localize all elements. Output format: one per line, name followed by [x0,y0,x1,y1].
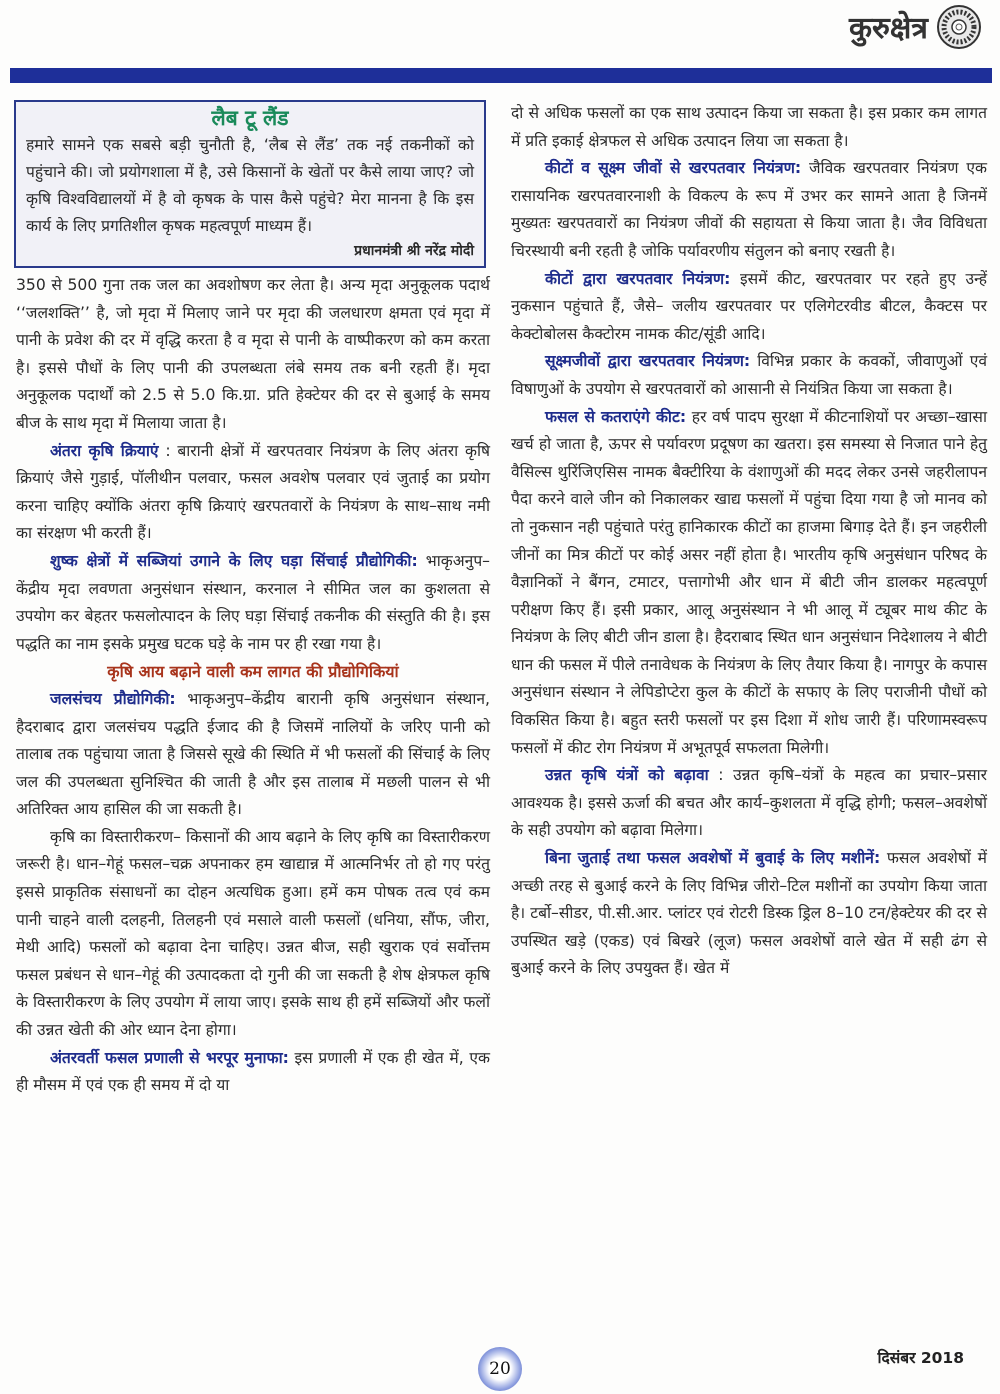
paragraph-heading: बिना जुताई तथा फसल अवशेषों में बुवाई के लिए मशीनें: [545,849,881,868]
right-column [511,100,987,983]
paragraph [511,404,987,763]
paragraph-text: हर वर्ष पादप सुरक्षा में कीटनाशियों पर अच्छा–खासा खर्च हो जाता है, ऊपर से पर्यावरण प्रदूषण का खतरा। इस समस्या से निजात पाने हेतु वैसिल्स थुरिंजिएसिस नामक बैक्टीरिया के वंशाणुओं की मदद लेकर उनसे जहरीलापन पैदा करने वाले जीन को निकालकर खाद्य फसलों में पहुंचा दिया गया है जो मानव को तो नुकसान नही पहुंचाते परंतु हानिकारक कीटों का हाजमा बिगाड़ देते हैं। इन जहरीली जीनों का मित्र कीटों पर कोई असर नहीं होता है। भारतीय कृषि अनुसंधान परिषद के वैज्ञानिकों ने बैंगन, टमाटर, पत्तागोभी और धान में बीटी जीन डालकर महत्वपूर्ण परीक्षण किए हैं। इसी प्रकार, आलू अनुसंस्थान ने भी आलू में ट्यूबर माथ कीट के नियंत्रण के लिए बीटी जीन डाला है। हैदराबाद स्थित धान अनुसंधान निदेशालय ने बीटी धान की फसल में पीले तनावेधक के नियंत्रण के लिए तैयार किया है। नागपुर के कपास अनुसंधान संस्थान ने लेपिडोप्टेरा कुल के कीटों के सफाए के लिए पराजीनी पौधों को विकसित किया है। बहुत स्तरी फसलों पर इस दिशा में शोध जारी हैं। परिणामस्वरूप फसलों में कीट रोग नियंत्रण में अभूतपूर्व सफलता मिलेगी। [511,407,987,757]
paragraph-text: जैविक खरपतवार नियंत्रण एक रासायनिक खरपतवारनाशी के विकल्प के रूप में उभर कर सामने आता है जिनमें मुख्यतः खरपतवारों का नियंत्रण जीवों की सहायता से किया जाता है। जैव विविधता चिरस्थायी बनी रहती है जोकि पर्यावरणीय संतुलन को बनाए रखती है। [511,159,987,260]
paragraph [16,686,490,824]
wheel-emblem-icon [936,4,982,50]
paragraph-text: फसल अवशेषों में अच्छी तरह से बुआई करने के लिए विभिन्न जीरो–टिल मशीनों का उपयोग किया जाता है। टर्बो–सीडर, पी.सी.आर. प्लांटर एवं रोटरी डिस्क ड्रिल 8–10 टन/हेक्टेयर की दर से उपस्थित खड़े (एकड) एवं बिखरे (लूज) फसल अवशेषों वाले खेत में सही ढंग से बुआई करने के लिए उपयुक्त हैं। खेत में [511,849,987,978]
paragraph-text: विभिन्न प्रकार के कवकों, जीवाणुओं एवं विषाणुओं के उपयोग से खरपतवारों को आसानी से नियंत्रित किया जा सकता है। [511,352,987,398]
paragraph [511,266,987,349]
paragraph-heading: सूक्ष्मजीवों द्वारा खरपतवार नियंत्रण: [545,352,751,371]
issue-date: दिसंबर 2018 [877,1349,964,1367]
paragraph: 350 से 500 गुना तक जल का अवशोषण कर लेता है। अन्य मृदा अनुकूलक पदार्थ ‘‘जलशक्ति’’ है, जो मृदा में मिलाए जाने पर मृदा की जलधारण क्षमता एवं मृदा में पानी के प्रवेश की दर में वृद्धि करता है व मृदा से पानी के वाष्पीकरण को कम करता है। इससे पौधों के लिए पानी की उपलब्धता लंबे समय तक बनी रहती हैं। मृदा अनुकूलक पदार्थों को 2.5 से 5.0 कि.ग्रा. प्रति हेक्टेयर की दर से बुआई के समय बीज के साथ मृदा में मिलाया जाता है। [16,276,490,432]
paragraph-heading: अंतरा कृषि क्रियाएं [50,441,159,460]
paragraph [511,762,987,845]
magazine-name: कुरुक्षेत्र [848,11,928,46]
paragraph [16,1045,490,1100]
paragraph: कृषि का विस्तारीकरण– किसानों की आय बढ़ाने के लिए कृषि का विस्तारीकरण जरूरी है। धान–गेहूं फसल–चक्र अपनाकर हम खाद्यान्न में आत्मनिर्भर तो हो गए परंतु इससे प्राकृतिक संसाधनों का दोहन अत्यधिक हुआ। हमें कम पोषक तत्व एवं कम पानी चाहने वाली दलहनी, तिलहनी एवं मसाले वाली फसलों (धनिया, सौंफ, जीरा, मेथी आदि) फसलों को बढ़ावा देना चाहिए। उन्नत बीज, सही खुराक एवं सर्वोत्तम फसल प्रबंधन से धान–गेहूं की उत्पादकता दो गुनी की जा सकती है शेष क्षेत्रफल कृषि के विस्तारीकरण के लिए उपयोग में लाया जाए। इसके साथ ही हमें सब्जियों और फलों की उन्नत खेती की ओर ध्यान देना होगा। [16,827,490,1040]
paragraph-text: भाकृअनुप–केंद्रीय बारानी कृषि अनुसंधान संस्थान, हैदराबाद द्वारा जलसंचय पद्धति ईजाद की है जिसमें नालियों के जरिए पानी को तालाब तक पहुंचाया जाता है जिससे सूखे की स्थिति में भी फसलों की सिंचाई के लिए जल की उपलब्धता सुनिश्चित की जाती है और इस तालाब में मछली पालन से भी अतिरिक्त आय हासिल की जा सकती है। [16,689,490,819]
masthead [0,0,1000,66]
paragraph-text: : बारानी क्षेत्रों में खरपतवार नियंत्रण के लिए अंतरा कृषि क्रियाएं जैसे गुड़ाई, पॉलीथीन पलवार, फसल अवशेष पलवार एवं जुताई का प्रयोग करना चाहिए क्योंकि अंतरा कृषि क्रियाएं खरपतवारों के नियंत्रण के साथ–साथ नमी का संरक्षण भी करती हैं। [16,441,490,543]
paragraph-heading: कीटों व सूक्ष्म जीवों से खरपतवार नियंत्रण: [545,159,802,178]
paragraph [16,548,490,658]
paragraph [511,155,987,265]
quote-title: लैब टू लैंड [211,106,289,130]
quote-text: हमारे सामने एक सबसे बड़ी चुनौती है, ‘लैब से लैंड’ तक नई तकनीकों को पहुंचाने की। जो प्रयोगशाला में है, उसे किसानों के खेतों पर कैसे लाया जाए? जो कृषि विश्वविद्यालयों में है वो कृषक के पास कैसे पहुंचे? मेरा मानना है कि इस कार्य के लिए प्रगतिशील कृषक महत्वपूर्ण माध्यम हैं। [26,136,474,235]
quote-attribution: प्रधानमंत्री श्री नरेंद्र मोदी [354,243,474,259]
paragraph [511,845,987,983]
paragraph: दो से अधिक फसलों का एक साथ उत्पादन किया जा सकता है। इस प्रकार कम लागत में प्रति इकाई क्षेत्रफल से अधिक उत्पादन लिया जा सकता है। [511,104,987,150]
paragraph-heading: कीटों द्वारा खरपतवार नियंत्रण: [545,269,731,288]
paragraph-heading: जलसंचय प्रौद्योगिकी: [50,689,176,708]
page-number: 20 [478,1347,522,1391]
paragraph [511,348,987,403]
header-band [10,68,992,83]
quote-box [14,100,486,268]
paragraph-text: इस प्रणाली में एक ही खेत में, एक ही मौसम में एवं एक ही समय में दो या [16,1048,490,1095]
paragraph-heading: अंतरवर्ती फसल प्रणाली से भरपूर मुनाफा: [50,1048,289,1067]
paragraph-text: इसमें कीट, खरपतवार पर रहते हुए उन्हें नुकसान पहुंचाते हैं, जैसे– जलीय खरपतवार पर एलिगेटरवीड बीटल, कैक्टस पर केक्टोबोलस कैक्टोरम नामक कीट/सूंडी आदि। [511,269,987,343]
paragraph [16,438,490,548]
paragraph-heading: फसल से कतराएंगे कीट: [545,407,687,426]
paragraph-text: : उन्नत कृषि–यंत्रों के महत्व का प्रचार–प्रसार आवश्यक है। इससे ऊर्जा की बचत और कार्य–कुशलता में वृद्धि होगी; फसल–अवशेषों के सही उपयोग को बढ़ावा मिलेगा। [511,766,987,840]
paragraph-heading: उन्नत कृषि यंत्रों को बढ़ावा [545,766,709,785]
paragraph-heading: शुष्क क्षेत्रों में सब्जियां उगाने के लिए घड़ा सिंचाई प्रौद्योगिकी: [50,551,418,570]
paragraph-text: भाकृअनुप–केंद्रीय मृदा लवणता अनुसंधान संस्थान, करनाल ने सीमित जल का कुशलता से उपयोग कर बेहतर फसलोत्पादन के लिए घड़ा सिंचाई तकनीक की संस्तुति की है। इस पद्धति का नाम इसके प्रमुख घटक घड़े के नाम पर ही रखा गया है। [16,551,490,653]
section-title: कृषि आय बढ़ाने वाली कम लागत की प्रौद्योगिकियां [107,662,399,682]
left-column [16,100,490,1100]
